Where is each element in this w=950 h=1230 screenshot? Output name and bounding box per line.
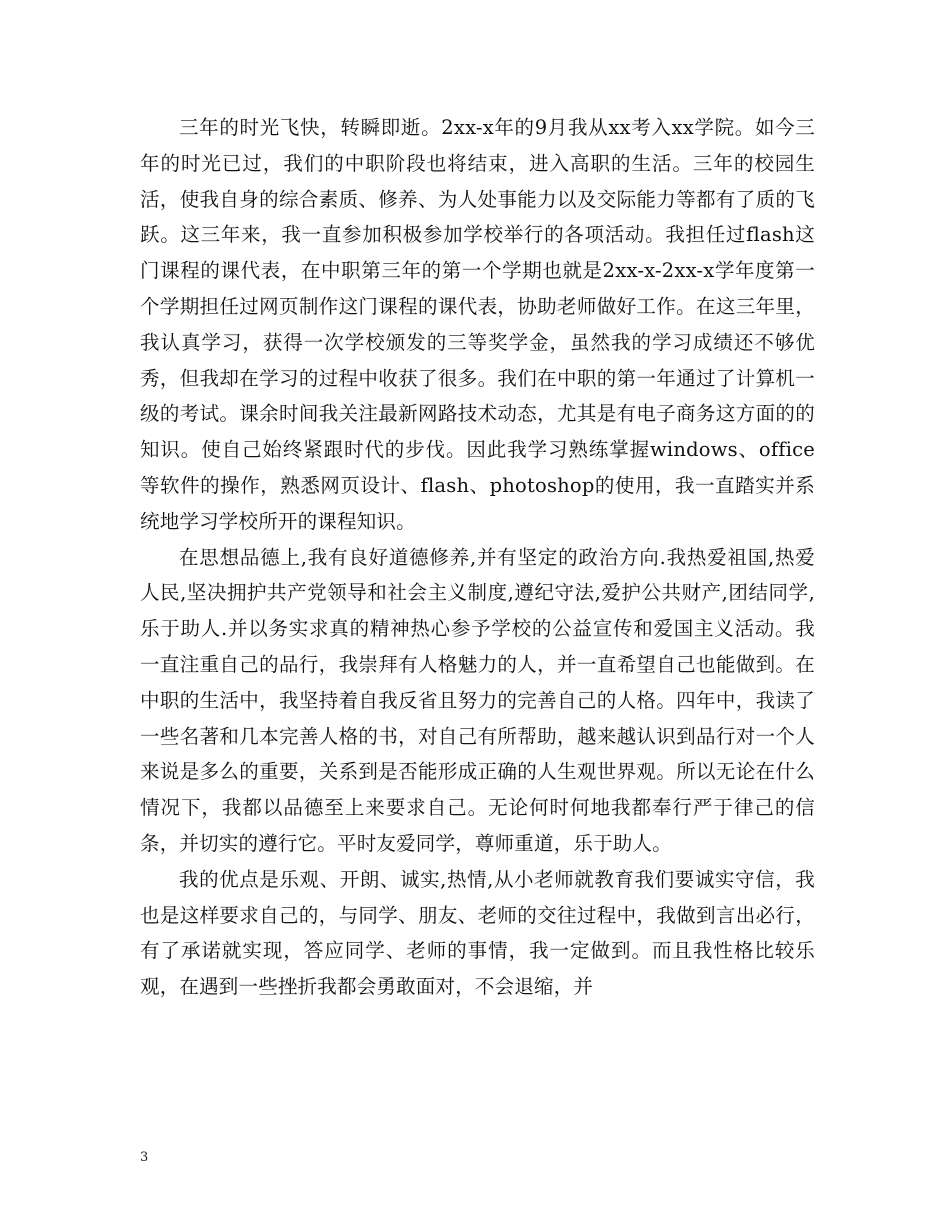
paragraph-2: 在思想品德上,我有良好道德修养,并有坚定的政治方向.我热爱祖国,热爱人民,坚决拥护共产党领导和社会主义制度,遵纪守法,爱护公共财产,团结同学,乐于助人.并以务实求真的精神热心参予学校的公益宣传和爱国主义活动。我一直注重自己的品行，我崇拜有人格魅力的人，并一直希望自己也能做到。在中职的生活中，我坚持着自我反省且努力的完善自己的人格。四年中，我读了一些名著和几本完善人格的书，对自己有所帮助，越来越认识到品行对一个人来说是多么的重要，关系到是否能形成正确的人生观世界观。所以无论在什么情况下，我都以品德至上来要求自己。无论何时何地我都奉行严于律己的信条，并切实的遵行它。平时友爱同学，尊师重道，乐于助人。 xyxy=(140,545,815,855)
paragraph-1: 三年的时光飞快，转瞬即逝。2xx-x年的9月我从xx考入xx学院。如今三年的时光已过，我们的中职阶段也将结束，进入高职的生活。三年的校园生活，使我自身的综合素质、修养、为人处事能力以及交际能力等都有了质的飞跃。这三年来，我一直参加积极参加学校举行的各项活动。我担任过flash这门课程的课代表，在中职第三年的第一个学期也就是2xx-x-2xx-x学年度第一个学期担任过网页制作这门课程的课代表，协助老师做好工作。在这三年里，我认真学习，获得一次学校颁发的三等奖学金，虽然我的学习成绩还不够优秀，但我却在学习的过程中收获了很多。我们在中职的第一年通过了计算机一级的考试。课余时间我关注最新网路技术动态，尤其是有电子商务这方面的的知识。使自己始终紧跟时代的步伐。因此我学习熟练掌握windows、office 等软件的操作，熟悉网页设计、flash、photoshop的使用，我一直踏实并系统地学习学校所开的课程知识。 xyxy=(140,116,815,533)
paragraph-3: 我的优点是乐观、开朗、诚实,热情,从小老师就教育我们要诚实守信，我也是这样要求自己的，与同学、朋友、老师的交往过程中，我做到言出必行，有了承诺就实现，答应同学、老师的事情，我一定做到。而且我性格比较乐观，在遇到一些挫折我都会勇敢面对，不会退缩，并 xyxy=(140,867,815,999)
page-number: 3 xyxy=(140,1150,149,1165)
document-body xyxy=(140,110,815,1005)
